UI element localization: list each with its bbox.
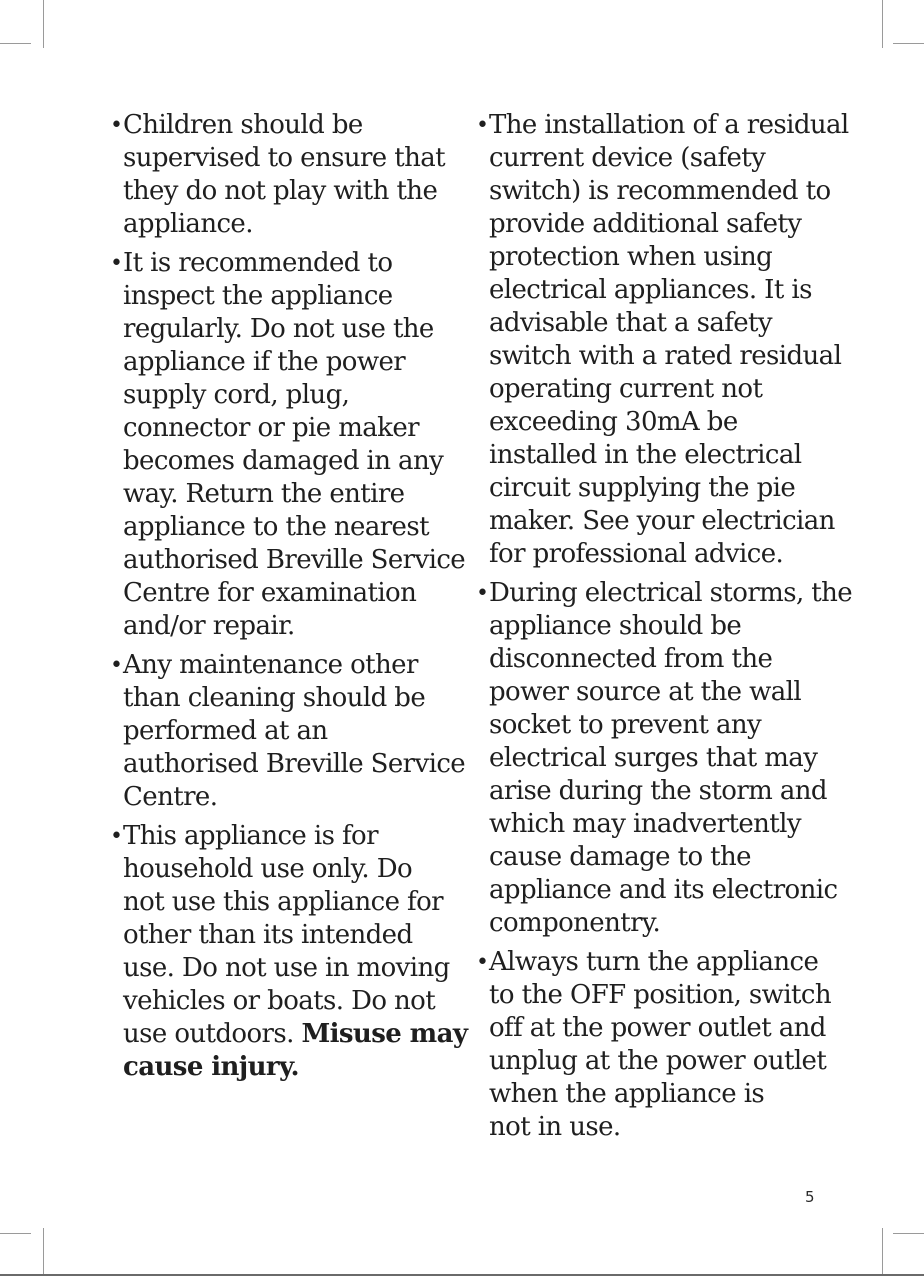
text-line: The installation of a residual xyxy=(489,110,849,140)
bullet-electrical-storms xyxy=(476,577,853,940)
warning-bold-text: Misuse may xyxy=(301,1019,468,1049)
text-line: not use this appliance for xyxy=(123,887,443,917)
crop-mark-top-right-h xyxy=(893,43,924,44)
text-line: Children should be xyxy=(123,110,363,140)
warning-bold-text: cause injury. xyxy=(123,1052,299,1082)
text-line: appliance and its electronic xyxy=(489,875,838,905)
bullet-maintenance xyxy=(110,649,466,814)
text-line: vehicles or boats. Do not xyxy=(123,986,436,1016)
crop-mark-top-right xyxy=(882,0,883,48)
text-line: authorised Breville Service xyxy=(123,749,466,779)
text-line: use. Do not use in moving xyxy=(123,953,450,983)
text-line: socket to prevent any xyxy=(489,710,762,740)
crop-mark-bottom-left-h xyxy=(0,1233,31,1234)
text-line: and/or repair. xyxy=(123,611,295,641)
text-line: Always turn the appliance xyxy=(489,947,819,977)
text-line: power source at the wall xyxy=(489,677,802,707)
text-line: not in use. xyxy=(489,1112,621,1142)
text-line: supply cord, plug, xyxy=(123,380,350,410)
text-line: connector or pie maker xyxy=(123,413,419,443)
text-line: cause damage to the xyxy=(489,842,751,872)
text-line: appliance. xyxy=(123,209,253,239)
text-line: for professional advice. xyxy=(489,539,784,569)
text-line: household use only. Do xyxy=(123,854,413,884)
text-line: disconnected from the xyxy=(489,644,773,674)
text-line: switch) is recommended to xyxy=(489,176,831,206)
text-line: Centre. xyxy=(123,782,218,812)
text-line: regularly. Do not use the xyxy=(123,314,434,344)
text-line: circuit supplying the pie xyxy=(489,473,796,503)
text-line: Centre for examination xyxy=(123,578,417,608)
text-line: installed in the electrical xyxy=(489,440,802,470)
text-line: they do not play with the xyxy=(123,176,438,206)
bullet-children-supervised xyxy=(110,109,455,241)
text-line: This appliance is for xyxy=(123,821,378,851)
text-line: performed at an xyxy=(123,716,328,746)
text-line: electrical surges that may xyxy=(489,743,818,773)
text-line: unplug at the power outlet xyxy=(489,1046,827,1076)
bullet-dot: • xyxy=(476,950,489,975)
text-line: Any maintenance other xyxy=(123,650,418,680)
text-line: During electrical storms, the xyxy=(489,578,853,608)
text-line: inspect the appliance xyxy=(123,281,393,311)
text-line: appliance to the nearest xyxy=(123,512,429,542)
text-line: componentry. xyxy=(489,908,661,938)
text-line: provide additional safety xyxy=(489,209,802,239)
page-number: 5 xyxy=(805,1188,815,1206)
text-line: to the OFF position, switch xyxy=(489,980,831,1010)
bullet-dot: • xyxy=(110,824,123,849)
crop-mark-top-left-h xyxy=(0,43,31,44)
text-normal: use outdoors. xyxy=(123,1019,302,1049)
text-line: when the appliance is xyxy=(489,1079,765,1109)
text-line: appliance if the power xyxy=(123,347,406,377)
text-line: other than its intended xyxy=(123,920,413,950)
text-line: advisable that a safety xyxy=(489,308,772,338)
text-line: protection when using xyxy=(489,242,773,272)
bullet-dot: • xyxy=(476,581,489,606)
text-line: operating current not xyxy=(489,374,763,404)
text-line: appliance should be xyxy=(489,611,742,641)
text-line: authorised Breville Service xyxy=(123,545,466,575)
bullet-inspect-appliance xyxy=(110,247,466,643)
text-line: becomes damaged in any xyxy=(123,446,444,476)
bullet-dot: • xyxy=(110,113,123,138)
left-column xyxy=(110,109,468,1090)
bullet-household-use xyxy=(110,820,468,1084)
text-line: electrical appliances. It is xyxy=(489,275,812,305)
right-column xyxy=(476,109,853,1150)
text-line: arise during the storm and xyxy=(489,776,827,806)
bullet-dot: • xyxy=(476,113,489,138)
bullet-turn-off-appliance xyxy=(476,946,836,1144)
text-line: current device (safety xyxy=(489,143,766,173)
bullet-dot: • xyxy=(110,653,123,678)
bullet-residual-current-device xyxy=(476,109,849,571)
text-line-mixed xyxy=(123,1018,468,1051)
text-line: which may inadvertently xyxy=(489,809,801,839)
text-line: way. Return the entire xyxy=(123,479,405,509)
text-line: supervised to ensure that xyxy=(123,143,445,173)
crop-mark-bottom-right-h xyxy=(893,1233,924,1234)
crop-mark-bottom-right xyxy=(882,1228,883,1276)
text-line: It is recommended to xyxy=(123,248,393,278)
text-line: than cleaning should be xyxy=(123,683,426,713)
text-line: exceeding 30mA be xyxy=(489,407,738,437)
bullet-dot: • xyxy=(110,251,123,276)
text-line: off at the power outlet and xyxy=(489,1013,826,1043)
crop-mark-bottom-left xyxy=(43,1228,44,1276)
text-line: maker. See your electrician xyxy=(489,506,835,536)
crop-mark-top-left xyxy=(43,0,44,48)
text-line: switch with a rated residual xyxy=(489,341,842,371)
